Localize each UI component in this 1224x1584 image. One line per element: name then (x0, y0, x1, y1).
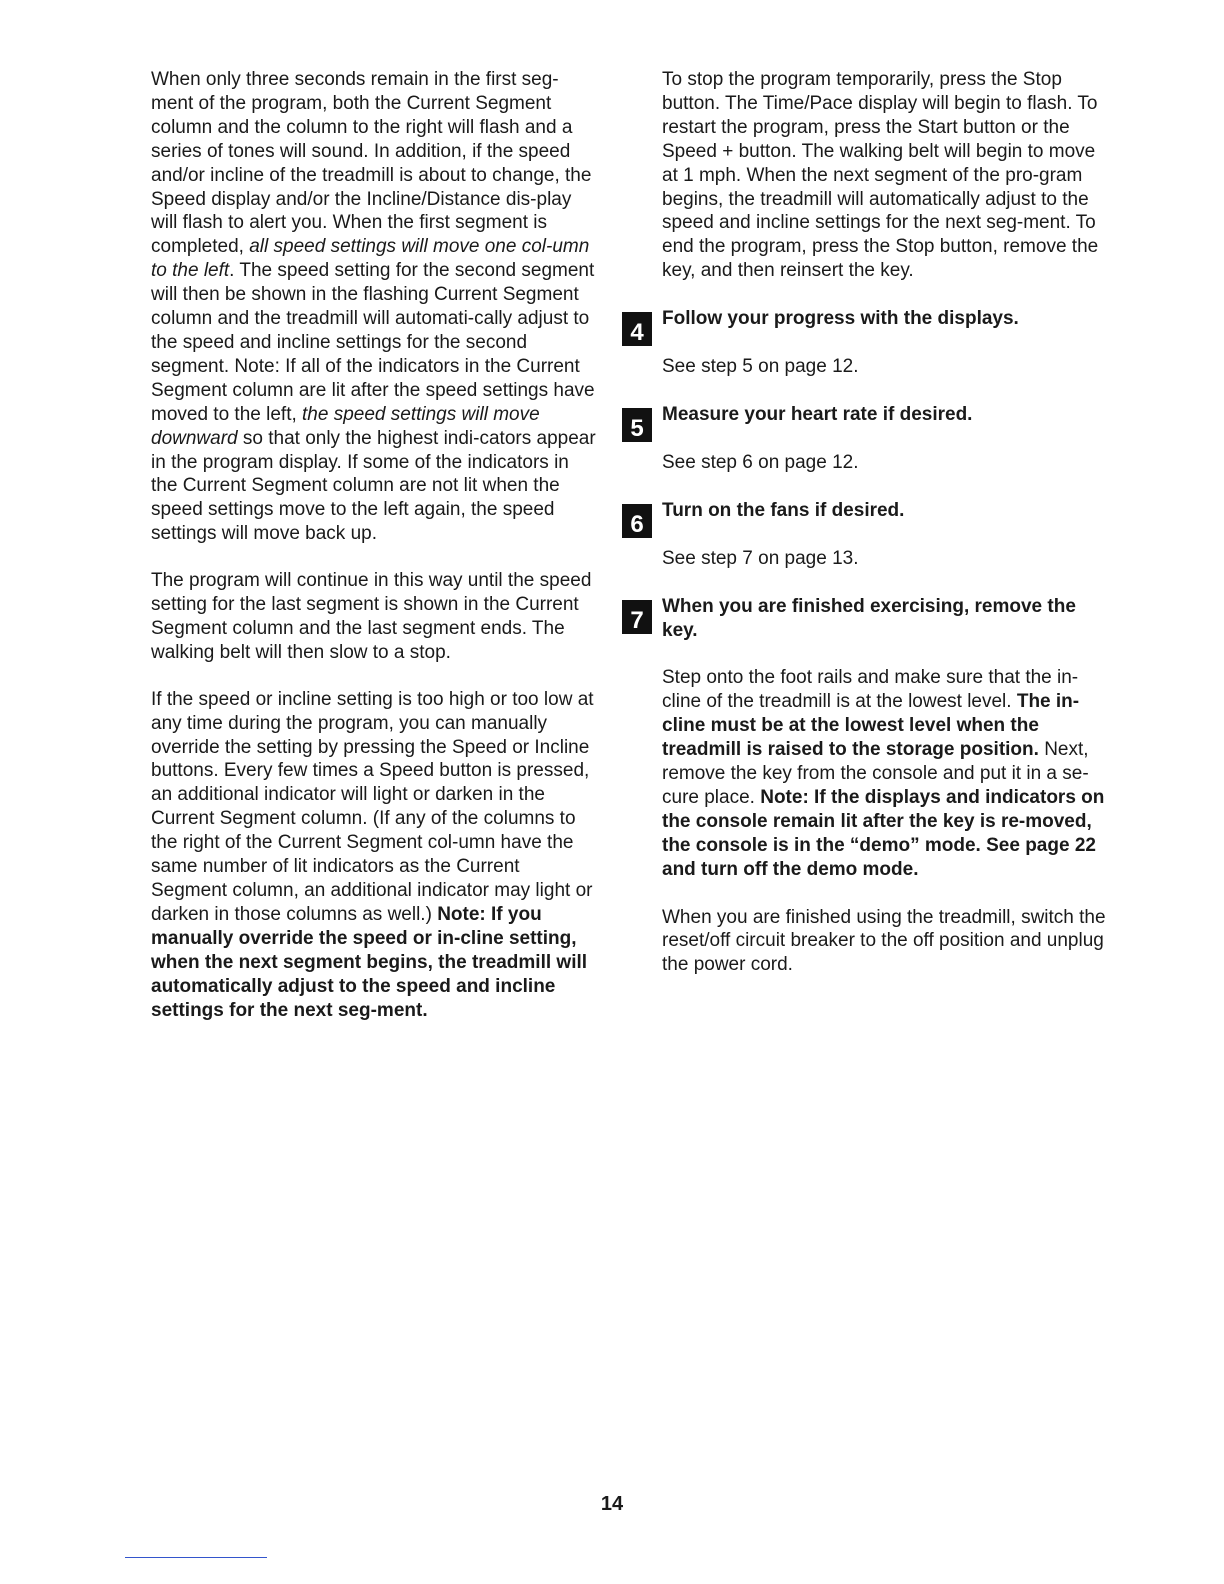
text-run: Step onto the foot rails and make sure that the in-cline of the treadmill is at the lowest level. (662, 667, 1079, 713)
text-run: . The speed setting for the second segment will then be shown in the flashing Current Segment column and the treadmill will automati-cally adjust to the speed and incline settings for the second segment. Note: If all of the indicators in the Current Segment column are lit after the speed settings have moved to the left, (151, 260, 595, 425)
footer-rule (125, 1557, 267, 1558)
step-4 (630, 307, 1110, 379)
bold-note: Note: If the displays and indicators on the console remain lit after the key is re-moved, the console is in the “demo” mode. See page 22 and turn off the demo mode. (662, 786, 1105, 880)
step-body (662, 666, 1110, 881)
left-paragraph-manual-override (151, 688, 599, 1023)
step-heading: Measure your heart rate if desired. (662, 403, 973, 425)
step-number-badge: 4 (622, 312, 652, 346)
step-7 (630, 595, 1110, 882)
left-paragraph-segment-transition (151, 68, 599, 546)
step-heading: Turn on the fans if desired. (662, 499, 905, 521)
right-paragraph-stop-program: To stop the program temporarily, press the Stop button. The Time/Pace display will begin to flash. To restart the program, press the Start button or the Speed + button. The walking belt will begin to move at 1 mph. When the next segment of the pro-gram begins, the treadmill will automatically adjust to the speed and incline settings for the next seg-ment. To end the program, press the Stop button, remove the key, and then reinsert the key. (662, 69, 1099, 282)
italic-text: the speed settings will move downward (151, 403, 540, 449)
left-column (151, 68, 599, 1022)
bold-text: The in-cline must be at the lowest level when the treadmill is raised to the storage position. (662, 691, 1080, 761)
step-body: See step 5 on page 12. (662, 356, 859, 378)
italic-text: all speed settings will move one col-umn to the left (151, 236, 590, 282)
step-number-badge: 5 (622, 408, 652, 442)
bold-note: Note: If you manually override the speed or in-cline setting, when the next segment begins, the treadmill will automatically adjust to the speed and incline settings for the next seg-ment. (151, 903, 588, 1021)
step-6 (630, 499, 1110, 571)
step-body: See step 6 on page 12. (662, 451, 859, 473)
page-number: 14 (600, 1493, 624, 1515)
step-number-badge: 6 (622, 504, 652, 538)
step-heading: Follow your progress with the displays. (662, 308, 1019, 330)
left-paragraph-program-end: The program will continue in this way until the speed setting for the last segment is shown in the Current Segment column and the last segment ends. The walking belt will then slow to a stop. (151, 570, 592, 663)
step-body: See step 7 on page 13. (662, 547, 859, 569)
step-5 (630, 403, 1110, 475)
text-run: When only three seconds remain in the first seg-ment of the program, both the Current Segment column and the column to the right will flash and a series of tones will sound. In addition, if the speed and/or incline of the treadmill is about to change, the Speed display and/or the Incline/Distance dis-play will flash to alert you. When the first segment is completed, (151, 69, 592, 258)
text-run: If the speed or incline setting is too high or too low at any time during the program, you can manually override the setting by pressing the Speed or Incline buttons. Every few times a Speed button is pressed, an additional indicator will light or darken in the Current Segment column. (If any of the columns to the right of the Current Segment col-umn have the same number of lit indicators as the Current Segment column, an additional indicator may light or darken in those columns as well.) (151, 688, 594, 925)
text-run: Next, remove the key from the console and put it in a se-cure place. (662, 739, 1089, 808)
right-column (630, 68, 1110, 977)
step-heading: When you are finished exercising, remove the key. (662, 595, 1076, 641)
right-paragraph-power-off: When you are finished using the treadmill, switch the reset/off circuit breaker to the off position and unplug the power cord. (662, 906, 1106, 976)
step-number-badge: 7 (622, 600, 652, 634)
text-run: so that only the highest indi-cators appear in the program display. If some of the indicators in the Current Segment column are not lit when the speed settings move to the left again, the speed settings will move back up. (151, 427, 596, 545)
